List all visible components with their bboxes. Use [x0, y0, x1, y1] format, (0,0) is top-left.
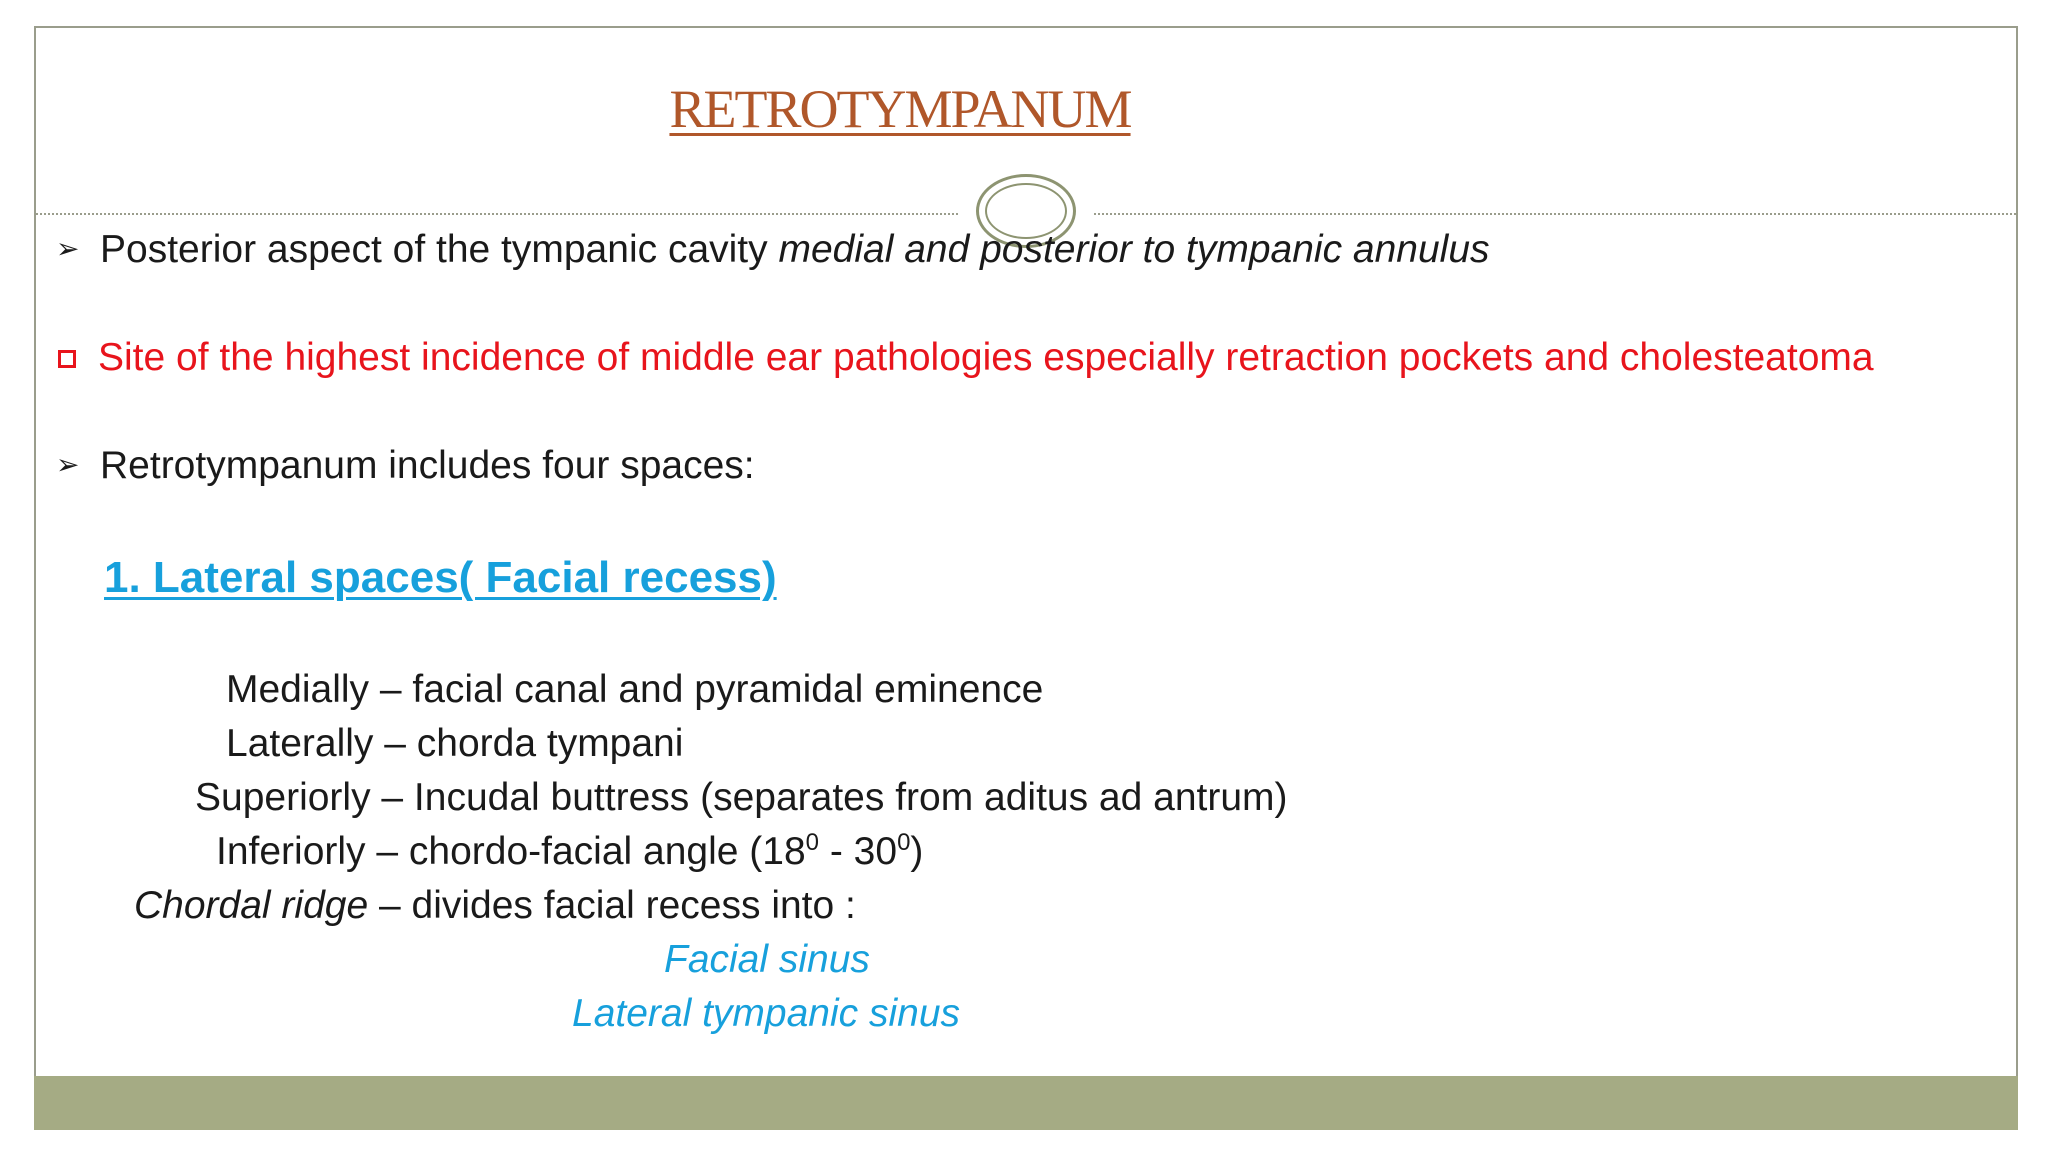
medially-line: Medially – facial canal and pyramidal eminence	[226, 668, 1044, 711]
laterally-line: Laterally – chorda tympani	[226, 722, 684, 765]
divider-right	[1094, 213, 2016, 215]
arrow-bullet-icon: ➢	[56, 449, 80, 480]
bullet-site-incidence	[56, 336, 1874, 380]
divider-left	[36, 213, 958, 215]
footer-band	[34, 1076, 2018, 1130]
bullet-four-spaces	[56, 444, 755, 488]
inferiorly-suffix: )	[910, 830, 924, 873]
superscript: 0	[805, 829, 820, 856]
lateral-tympanic-sinus-line: Lateral tympanic sinus	[572, 992, 961, 1035]
arrow-bullet-icon: ➢	[56, 233, 80, 264]
inferiorly-prefix: Inferiorly – chordo-facial angle (18	[216, 830, 806, 873]
chordal-ridge-italic: Chordal ridge	[134, 884, 369, 927]
slide-title: RETROTYMPANUM	[669, 79, 1131, 139]
superiorly-line: Superiorly – Incudal buttress (separates from aditus ad antrum)	[195, 776, 1288, 819]
bullet-text: Retrotympanum includes four spaces:	[100, 444, 755, 487]
bullet-posterior-aspect	[56, 228, 1490, 272]
facial-sinus-line: Facial sinus	[664, 938, 870, 981]
chordal-ridge-line	[134, 884, 856, 928]
inferiorly-mid: - 30	[819, 830, 898, 873]
bullet-italic-text: medial and posterior to tympanic annulus	[778, 228, 1490, 271]
section-heading: 1. Lateral spaces( Facial recess)	[104, 553, 777, 602]
superscript: 0	[897, 829, 911, 856]
chordal-ridge-rest: – divides facial recess into :	[368, 884, 856, 927]
bullet-text: Posterior aspect of the tympanic cavity	[100, 228, 779, 271]
bullet-text: Site of the highest incidence of middle ear pathologies especially retraction pockets and cholesteatoma	[98, 336, 1874, 379]
square-bullet-icon	[58, 350, 76, 368]
inferiorly-line	[216, 830, 923, 874]
